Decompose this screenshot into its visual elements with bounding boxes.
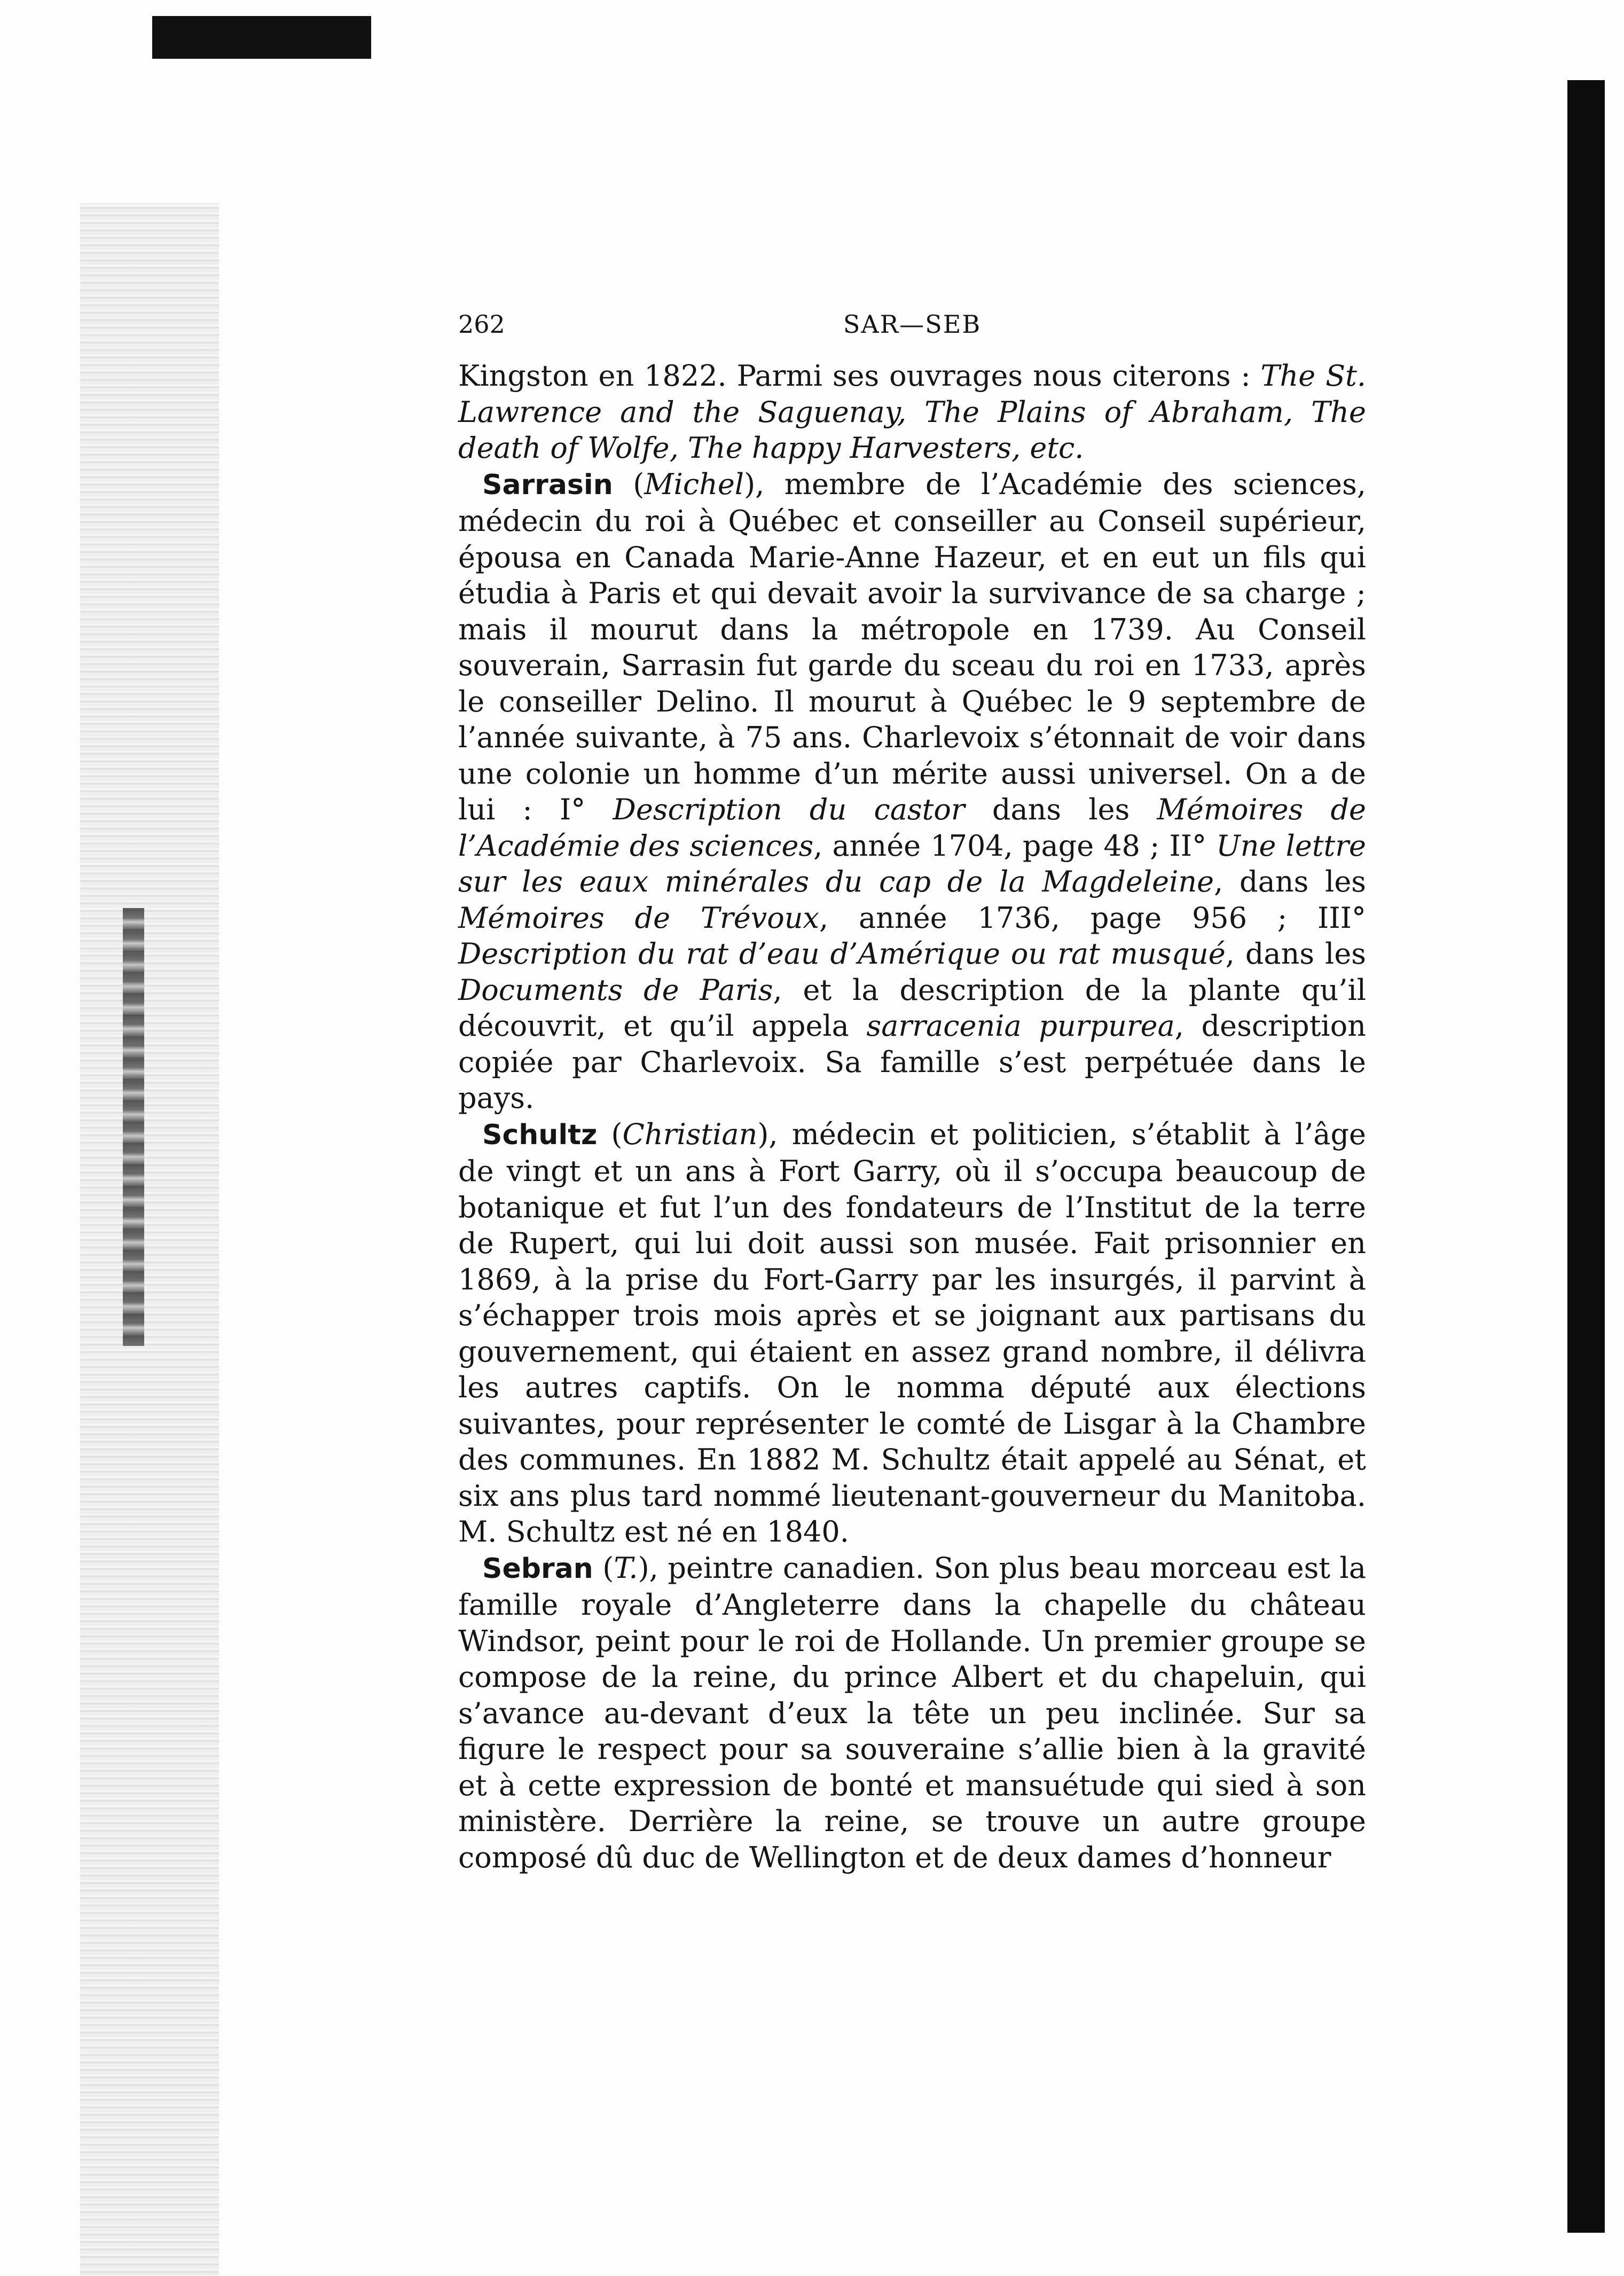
scan-left-edge [80,203,219,2275]
italic-run: Michel [644,467,744,501]
scan-left-edge-dark [123,908,144,1346]
italic-run: Mémoires de Trévoux [458,901,819,935]
entry-body-sarrasin [458,467,1366,1115]
entry-name-schultz: Schultz [482,1119,598,1151]
entry-schultz [458,1116,1366,1550]
text-run: , description copiée par Charlevoix. Sa famille s’est perpétuée dans le pays. [458,1009,1366,1115]
italic-run: Une lettre sur les eaux minérales du cap de la Magdeleine [458,828,1366,898]
text-run: Kingston en 1822. Parmi ses ouvrages nous citerons : [458,359,1261,393]
page-number: 262 [458,310,505,339]
running-head: SAR—SEB [843,310,982,339]
text-run: , et la description de la plante qu’il découvrit, et qu’il appela [458,973,1367,1043]
scan-top-bar [152,16,371,59]
text-run: dans les [964,793,1157,826]
text-run: , année 1736, page 956 ; III° [819,901,1366,935]
italic-run: sarracenia purpurea [866,1009,1175,1043]
entry-body-sebran [458,1551,1366,1874]
text-run: , dans les [1214,865,1367,898]
scan-right-bar [1567,80,1605,2233]
text-run: ), peintre canadien. Son plus beau morceau est la famille royale d’Angleterre dans la chapelle du château Windsor, peint pour le roi de Hollande. Un premier groupe se compose de la reine, du prince Albert et du chapeluin, qui s’avance au-devant d’eux la tête un peu inclinée. Sur sa figure le respect pour sa souveraine s’allie bien à la gravité et à cette expression de bonté et mansuétude qui sied à son ministère. Derrière la reine, se trouve un autre groupe composé dû duc de Wellington et de deux dames d’honneur [458,1551,1367,1874]
italic-run: Christian [622,1117,758,1151]
italic-run: Description du rat d’eau d’Amérique ou rat musqué [458,937,1226,971]
text-run: ), membre de l’Académie des sciences, médecin du roi à Québec et conseiller au Conseil supérieur, épousa en Canada Marie-Anne Hazeur, et en eut un fils qui étudia à Paris et qui devait avoir la survivance de sa charge ; mais il mourut dans la métropole en 1739. Au Conseil souverain, Sarrasin fut garde du sceau du roi en 1733, après le conseiller Delino. Il mourut à Québec le 9 septembre de l’année suivante, à 75 ans. Charlevoix s’étonnait de voir dans une colonie un homme d’un mérite aussi universel. On a de lui : I° [458,467,1367,826]
entry-sarrasin [458,466,1366,1116]
italic-run: Description du castor [613,793,965,826]
text-run: ( [613,467,645,501]
entry-name-sarrasin: Sarrasin [482,468,613,501]
text-run: ( [593,1551,614,1585]
entry-name-sebran: Sebran [482,1552,593,1585]
text-run: , année 1704, page 48 ; II° [813,828,1217,863]
entry-continuation [458,358,1366,466]
text-run: ( [597,1117,623,1151]
entry-sebran [458,1550,1366,1876]
italic-run: T. [614,1551,638,1585]
italic-run: Documents de Paris [458,973,773,1007]
italic-run: Mémoires de l’Académie des sciences [458,793,1367,863]
italic-run: The St. Lawrence and the Saguenay, The Plains of Abraham, The death of Wolfe, The happy Harvesters, etc. [458,359,1366,465]
text-run: ), médecin et politicien, s’établit à l’âge de vingt et un ans à Fort Garry, où il s’occupa beaucoup de botanique et fut l’un des fondateurs de l’Institut de la terre de Rupert, qui lui doit aussi son musée. Fait prisonnier en 1869, à la prise du Fort-Garry par les insurgés, il parvint à s’échapper trois mois après et se joignant aux partisans du gouvernement, qui étaient en assez grand nombre, il délivra les autres captifs. On le nomma député aux élections suivantes, pour représenter le comté de Lisgar à la Chambre des communes. En 1882 M. Schultz était appelé au Sénat, et six ans plus tard nommé lieutenant-gouverneur du Manitoba. M. Schultz est né en 1840. [458,1117,1367,1548]
entry-body-schultz [458,1117,1366,1549]
text-block [458,299,1366,1875]
page-header [458,299,1366,358]
text-run: , dans les [1225,937,1367,971]
